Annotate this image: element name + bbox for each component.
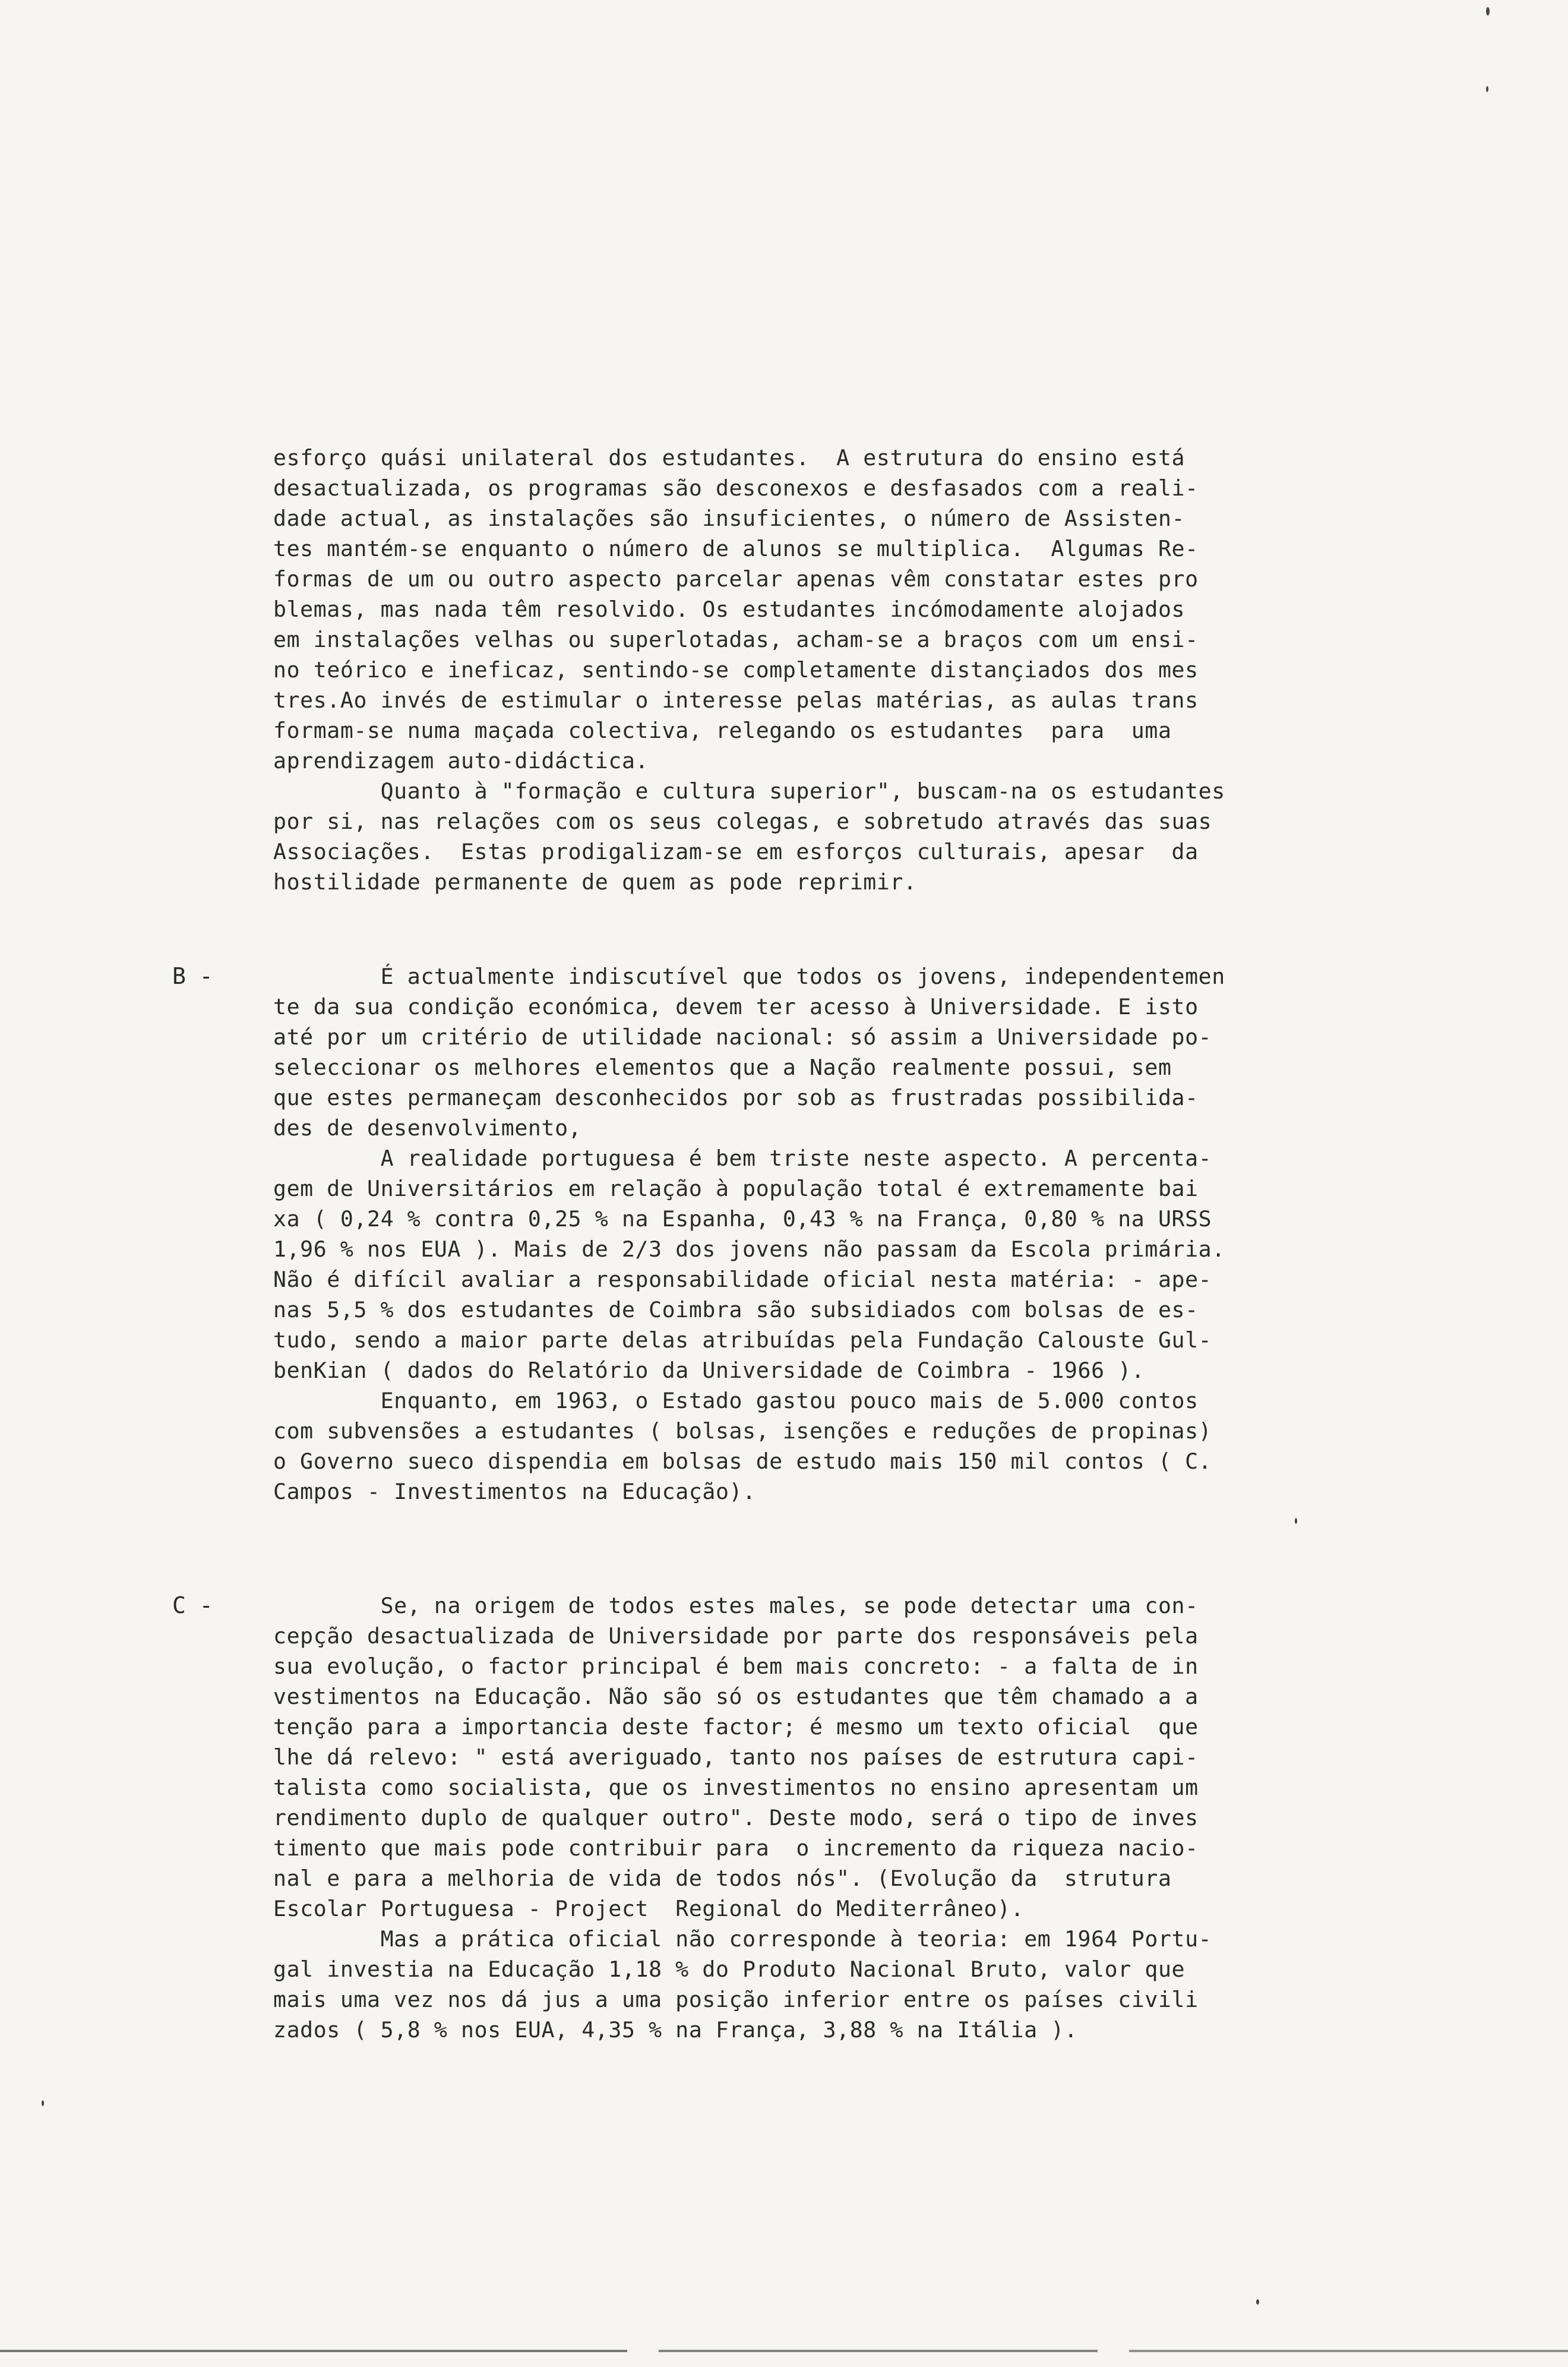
text-line: aprendizagem auto-didáctica.: [273, 748, 649, 774]
text-line: nas 5,5 % dos estudantes de Coimbra são subsidiados com bolsas de es-: [273, 1297, 1199, 1323]
text-line: 1,96 % nos EUA ). Mais de 2/3 dos jovens não passam da Escola primária.: [273, 1236, 1225, 1262]
section-label-b: B -: [172, 963, 213, 989]
text-line: seleccionar os melhores elementos que a Nação realmente possui, sem: [273, 1055, 1172, 1080]
text-line: mais uma vez nos dá jus a uma posição inferior entre os países civili: [273, 1987, 1199, 2012]
section-intro: [273, 443, 1330, 897]
text-line: blemas, mas nada têm resolvido. Os estudantes incómodamente alojados: [273, 597, 1186, 622]
text-line: o Governo sueco dispendia em bolsas de estudo mais 150 mil contos ( C.: [273, 1448, 1212, 1474]
text-line: hostilidade permanente de quem as pode reprimir.: [273, 869, 917, 895]
text-line: até por um critério de utilidade nacional: só assim a Universidade po-: [273, 1024, 1212, 1050]
text-line: tudo, sendo a maior parte delas atribuídas pela Fundação Calouste Gul-: [273, 1327, 1212, 1353]
text-line: formas de um ou outro aspecto parcelar apenas vêm constatar estes pro: [273, 566, 1199, 592]
text-line: Escolar Portuguesa - Project Regional do Mediterrâneo).: [273, 1896, 1025, 1921]
text-line: no teórico e ineficaz, sentindo-se completamente distançiados dos mes: [273, 657, 1199, 683]
text-line: que estes permaneçam desconhecidos por sob as frustradas possibilida-: [273, 1085, 1199, 1110]
text-line: benKian ( dados do Relatório da Universidade de Coimbra - 1966 ).: [273, 1358, 1145, 1383]
text-line: tres.Ao invés de estimular o interesse pelas matérias, as aulas trans: [273, 687, 1199, 713]
scan-speck: [1295, 1518, 1297, 1524]
text-line: des de desenvolvimento,: [273, 1115, 582, 1141]
text-line: É actualmente indiscutível que todos os jovens, independentemen: [273, 964, 1225, 989]
section-label-c: C -: [172, 1592, 213, 1618]
text-line: vestimentos na Educação. Não são só os estudantes que têm chamado a a: [273, 1684, 1199, 1709]
section-c: [273, 1590, 1330, 2045]
text-line: Associações. Estas prodigalizam-se em esforços culturais, apesar da: [273, 839, 1199, 864]
text-line: talista como socialista, que os investimentos no ensino apresentam um: [273, 1775, 1199, 1800]
text-line: tes mantém-se enquanto o número de alunos se multiplica. Algumas Re-: [273, 536, 1199, 561]
text-line: tenção para a importancia deste factor; é mesmo um texto oficial que: [273, 1714, 1199, 1740]
scan-speck: [1486, 7, 1490, 15]
section-b: [273, 961, 1330, 1507]
text-line: Campos - Investimentos na Educação).: [273, 1479, 756, 1504]
text-line: formam-se numa maçada colectiva, relegando os estudantes para uma: [273, 718, 1172, 743]
text-line: sua evolução, o factor principal é bem mais concreto: - a falta de in: [273, 1653, 1199, 1679]
text-line: Mas a prática oficial não corresponde à teoria: em 1964 Portu-: [273, 1926, 1212, 1952]
scan-speck: [1486, 86, 1488, 92]
text-line: gal investia na Educação 1,18 % do Produto Nacional Bruto, valor que: [273, 1956, 1186, 1982]
text-line: A realidade portuguesa é bem triste neste aspecto. A percenta-: [273, 1145, 1212, 1171]
text-line: Não é difícil avaliar a responsabilidade oficial nesta matéria: - ape-: [273, 1267, 1212, 1292]
text-line: gem de Universitários em relação à população total é extremamente bai: [273, 1176, 1199, 1201]
text-line: com subvensões a estudantes ( bolsas, isenções e reduções de propinas): [273, 1418, 1212, 1444]
text-line: rendimento duplo de qualquer outro". Deste modo, será o tipo de inves: [273, 1805, 1199, 1831]
text-line: desactualizada, os programas são desconexos e desfasados com a reali-: [273, 475, 1199, 501]
scan-speck: [1256, 2299, 1259, 2305]
text-line: cepção desactualizada de Universidade por parte dos responsáveis pela: [273, 1623, 1199, 1649]
text-line: zados ( 5,8 % nos EUA, 4,35 % na França, 3,88 % na Itália ).: [273, 2017, 1078, 2043]
text-line: lhe dá relevo: " está averiguado, tanto nos países de estrutura capi-: [273, 1744, 1199, 1770]
text-line: te da sua condição económica, devem ter acesso à Universidade. E isto: [273, 994, 1199, 1020]
text-line: timento que mais pode contribuir para o incremento da riqueza nacio-: [273, 1835, 1199, 1861]
text-line: Quanto à "formação e cultura superior", buscam-na os estudantes: [273, 778, 1225, 804]
text-line: nal e para a melhoria de vida de todos nós". (Evolução da strutura: [273, 1866, 1172, 1891]
text-line: em instalações velhas ou superlotadas, acham-se a braços com um ensi-: [273, 627, 1199, 652]
text-line: esforço quási unilateral dos estudantes. A estrutura do ensino está: [273, 445, 1186, 471]
text-line: xa ( 0,24 % contra 0,25 % na Espanha, 0,43 % na França, 0,80 % na URSS: [273, 1206, 1212, 1232]
text-line: por si, nas relações com os seus colegas, e sobretudo através das suas: [273, 809, 1212, 834]
scan-speck: [42, 2100, 44, 2106]
scan-edge-line: [0, 2350, 1568, 2352]
text-line: Enquanto, em 1963, o Estado gastou pouco mais de 5.000 contos: [273, 1388, 1199, 1413]
text-line: dade actual, as instalações são insuficientes, o número de Assisten-: [273, 506, 1186, 531]
text-line: Se, na origem de todos estes males, se pode detectar uma con-: [273, 1593, 1199, 1618]
